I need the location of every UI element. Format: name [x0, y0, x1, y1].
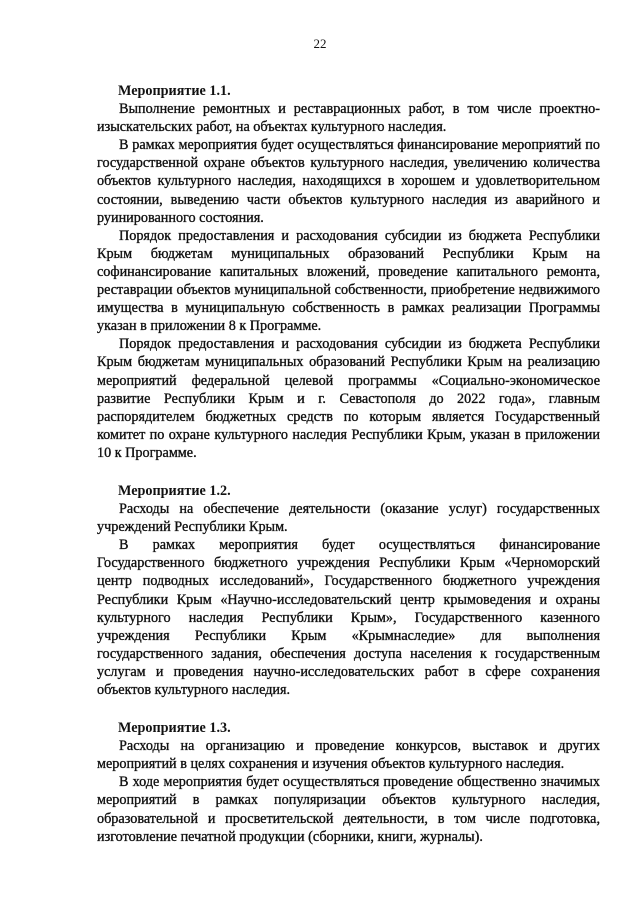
- section-1-1: [97, 82, 600, 462]
- paragraph: Расходы на организацию и проведение конкурсов, выставок и других мероприятий в целях сохранения и изучения объектов культурного наследия.: [97, 738, 600, 773]
- section-heading: Мероприятие 1.3.: [118, 720, 231, 737]
- document-body: [97, 82, 600, 866]
- paragraph: Выполнение ремонтных и реставрационных работ, в том числе проектно-изыскательских работ, на объектах культурного наследия.: [97, 101, 600, 136]
- paragraph: Порядок предоставления и расходования субсидии из бюджета Республики Крым бюджетам муниципальных образований Республики Крым на софинансирование капитальных вложений, проведение капитального ремонта, реставрации объектов муниципальной собственности, приобретение недвижимого имущества в муниципальную собственность в рамках реализации Программы указан в приложении 8 к Программе.: [97, 227, 600, 335]
- section-heading: Мероприятие 1.1.: [118, 83, 231, 99]
- section-1-2: [97, 482, 600, 699]
- paragraph: В рамках мероприятия будет осуществляться финансирование Государственного бюджетного учреждения Республики Крым «Черноморский центр подводных исследований», Государственного бюджетного учреждения Республики Крым «Научно-исследовательский центр крымоведения и охраны культурного наследия Республики Крым», Государственного казенного учреждения Республики Крым «Крымнаследие» для выполнения государственного задания, обеспечения доступа населения к государственным услугам и проведения научно-исследовательских работ в сфере сохранения объектов культурного наследия.: [97, 537, 600, 698]
- section-heading: Мероприятие 1.2.: [118, 482, 231, 499]
- paragraph: В рамках мероприятия будет осуществляться финансирование мероприятий по государственной охране объектов культурного наследия, увеличению количества объектов культурного наследия, находящихся в хорошем и удовлетворительном состоянии, выведению части объектов культурного наследия из аварийного и руинированного состояния.: [97, 137, 600, 226]
- paragraph: Расходы на обеспечение деятельности (оказание услуг) государственных учреждений Республики Крым.: [97, 501, 600, 536]
- paragraph: В ходе мероприятия будет осуществляться проведение общественно значимых мероприятий в рамках популяризации объектов культурного наследия, образовательной и просветительской деятельности, в том числе подготовка, изготовление печатной продукции (сборники, книги, журналы).: [97, 774, 600, 845]
- paragraph: Порядок предоставления и расходования субсидии из бюджета Республики Крым бюджетам муниципальных образований Республики Крым на реализацию мероприятий федеральной целевой программы «Социально-экономическое развитие Республики Крым и г. Севастополя до 2022 года», главным распорядителем бюджетных средств по которым является Государственный комитет по охране культурного наследия Республики Крым, указан в приложении 10 к Программе.: [97, 336, 600, 461]
- page-number: 22: [313, 36, 327, 51]
- section-1-3: [97, 719, 600, 846]
